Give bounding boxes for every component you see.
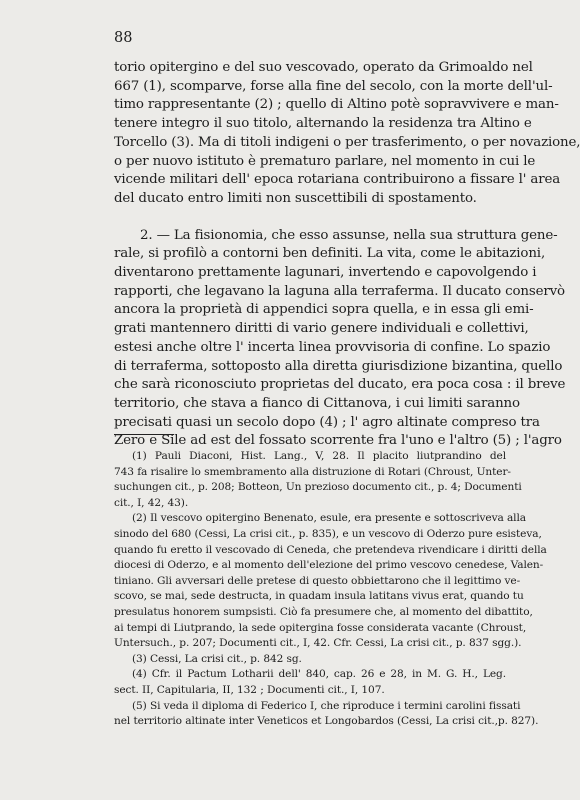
text-line: rapporti, che legavano la laguna alla terraferma. Il ducato conservò <box>114 283 565 299</box>
text-line: rale, si profilò a contorni ben definiti. La vita, come le abitazioni, <box>114 246 546 262</box>
text-line: del ducato entro limiti non suscettibili di spostamento. <box>114 190 477 206</box>
text-line: torio opitergino e del suo vescovado, operato da Grimoaldo nel <box>114 60 533 75</box>
paragraph-2 <box>114 227 566 451</box>
footnote-line: sinodo del 680 (Cessi, La crisi cit., p. 835), e un vescovo di Oderzo pure esisteva, <box>114 527 542 540</box>
footnote-2 <box>114 511 547 651</box>
footnote-3 <box>114 652 506 668</box>
text-line: che sarà riconosciuto proprietas del ducato, era poca cosa : il breve <box>114 377 566 393</box>
footnote-line: (4) Cfr. il Pactum Lotharii dell' 840, cap. 26 e 28, in M. G. H., Leg. <box>132 668 506 681</box>
page-number: 88 <box>114 30 133 46</box>
footnote-line: (2) Il vescovo opitergino Benenato, esule, era presente e sottoscriveva alla <box>132 512 526 525</box>
footnote-line: quando fu eretto il vescovado di Ceneda, che pretendeva rivendicare i diritti della <box>114 543 547 556</box>
main-text <box>114 59 580 451</box>
footnote-line: suchungen cit., p. 208; Botteon, Un prezioso documento cit., p. 4; Documenti <box>114 481 522 494</box>
footnote-line: (1) Pauli Diaconi, Hist. Lang., V, 28. Il placito liutprandino del <box>132 450 506 462</box>
text-line: o per nuovo istituto è prematuro parlare, nel momento in cui le <box>114 153 536 169</box>
footnote-line: ai tempi di Liutprando, la sede opitergina fosse considerata vacante (Chroust, <box>114 621 527 634</box>
footnotes <box>114 449 547 730</box>
text-line: vicende militari dell' epoca rotariana contribuirono a fissare l' area <box>114 172 561 188</box>
footnote-line: (5) Si veda il diploma di Federico I, che riproduce i termini carolini fissati <box>132 699 521 712</box>
text-line: precisati quasi un secolo dopo (4) ; l' agro altinate compreso tra <box>114 414 540 430</box>
paragraph-1 <box>114 59 580 209</box>
footnote-4 <box>114 667 506 698</box>
text-line: Zero e Sile ad est del fossato scorrente fra l'uno e l'altro (5) ; l'agro <box>114 433 562 449</box>
text-line: diventarono prettamente lagunari, invertendo e capovolgendo i <box>114 265 537 281</box>
text-line: grati mantennero diritti di vario genere individuali e collettivi, <box>114 321 529 337</box>
footnote-line: presulatus honorem sumpsisti. Ciò fa presumere che, al momento del dibattito, <box>114 605 533 618</box>
footnote-line: nel territorio altinate inter Veneticos et Longobardos (Cessi, La crisi cit.,p. 827). <box>114 715 539 728</box>
footnote-1 <box>114 449 522 511</box>
text-line: di terraferma, sottoposto alla diretta giurisdizione bizantina, quello <box>114 358 563 374</box>
text-line: estesi anche oltre l' incerta linea provvisoria di confine. Lo spazio <box>114 339 551 355</box>
text-line: ancora la proprietà di appendici sopra quella, e in essa gli emi- <box>114 302 534 318</box>
footnote-line: (3) Cessi, La crisi cit., p. 842 sg. <box>132 652 302 665</box>
text-line: 667 (1), scomparve, forse alla fine del secolo, con la morte dell'ul- <box>114 78 553 94</box>
footnote-line: Untersuch., p. 207; Documenti cit., I, 42. Cfr. Cessi, La crisi cit., p. 837 sgg.). <box>114 637 522 650</box>
footnote-line: diocesi di Oderzo, e al momento dell'elezione del primo vescovo cenedese, Valen- <box>114 559 544 572</box>
footnote-line: tiniano. Gli avversari delle pretese di questo obbiettarono che il legittimo ve- <box>114 574 521 587</box>
footnote-line: cit., I, 42, 43). <box>114 496 189 509</box>
footnote-divider <box>114 434 174 435</box>
footnote-line: 743 fa risalire lo smembramento alla distruzione di Rotari (Chroust, Unter- <box>114 465 511 478</box>
footnote-line: scovo, se mai, sede destructa, in quadam insula latitans vivus erat, quando tu <box>114 590 524 603</box>
text-line: territorio, che stava a fianco di Cittanova, i cui limiti saranno <box>114 395 520 411</box>
text-line: timo rappresentante (2) ; quello di Altino potè sopravvivere e man- <box>114 97 559 113</box>
footnote-line: sect. II, Capitularia, II, 132 ; Documenti cit., I, 107. <box>114 683 385 696</box>
text-line: Torcello (3). Ma di titoli indigeni o per trasferimento, o per novazione, <box>114 134 580 150</box>
footnote-5 <box>114 699 539 730</box>
text-line: tenere integro il suo titolo, alternando la residenza tra Altino e <box>114 116 532 132</box>
text-line: 2. — La fisionomia, che esso assunse, nella sua struttura gene- <box>140 227 558 243</box>
